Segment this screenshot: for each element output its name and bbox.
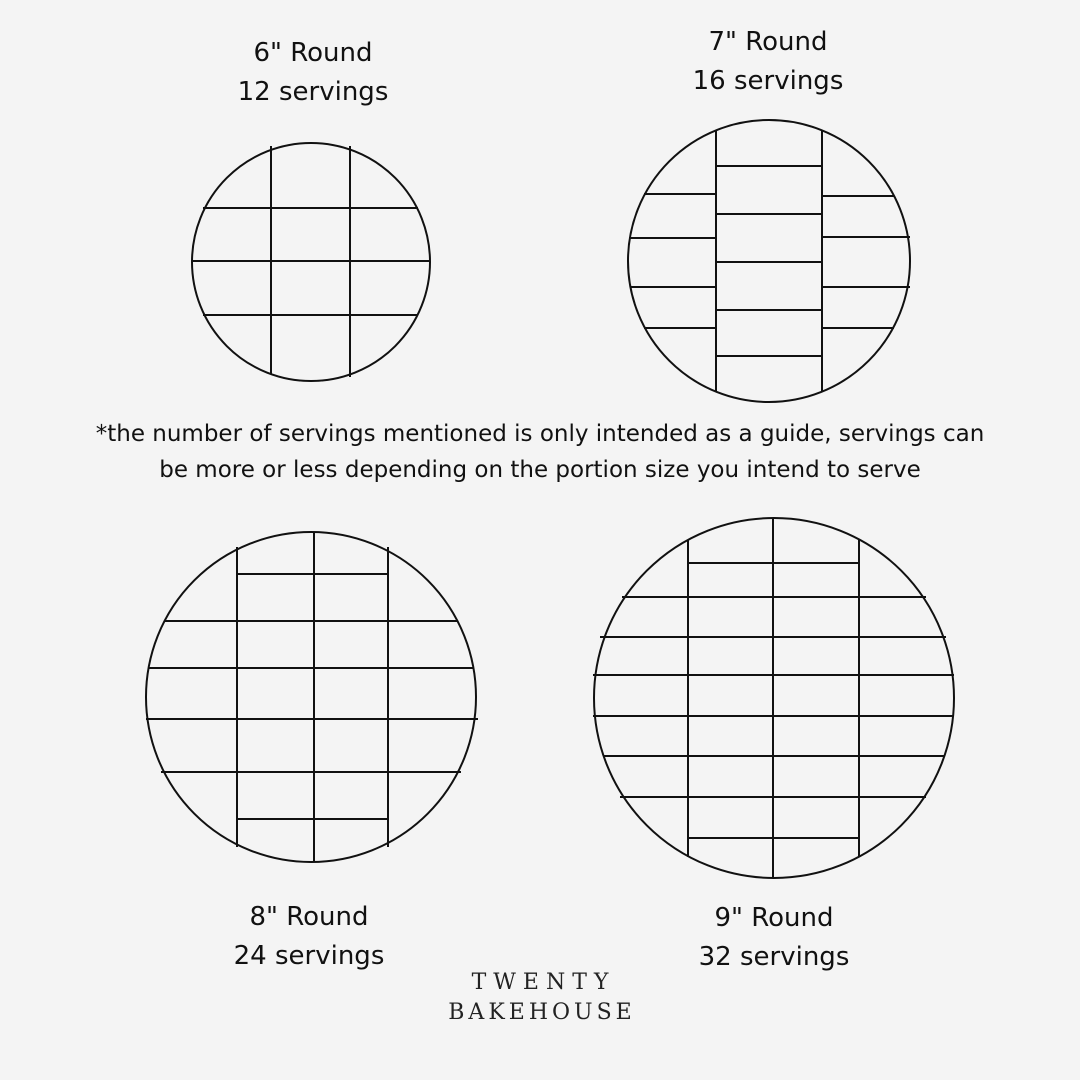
cake-8-size: 8" Round — [249, 902, 369, 932]
cake-8-label — [159, 898, 459, 976]
disclaimer-line-1: *the number of servings mentioned is only intended as a guide, servings can — [95, 421, 985, 447]
cake-8-servings: 24 servings — [233, 941, 385, 971]
cake-6-size: 6" Round — [253, 38, 373, 68]
brand-logo — [390, 968, 690, 1028]
cake-6-servings: 12 servings — [237, 77, 389, 107]
disclaimer-line-2: be more or less depending on the portion size you intend to serve — [159, 457, 921, 483]
brand-name-line-1: TWENTY — [471, 970, 616, 995]
brand-name-line-2: BAKEHOUSE — [448, 1000, 636, 1025]
cake-9-label — [624, 899, 924, 977]
cake-9-size: 9" Round — [714, 903, 834, 933]
cake-7-size: 7" Round — [708, 27, 828, 57]
cake-9-servings: 32 servings — [698, 942, 850, 972]
cake-7-servings: 16 servings — [692, 66, 844, 96]
